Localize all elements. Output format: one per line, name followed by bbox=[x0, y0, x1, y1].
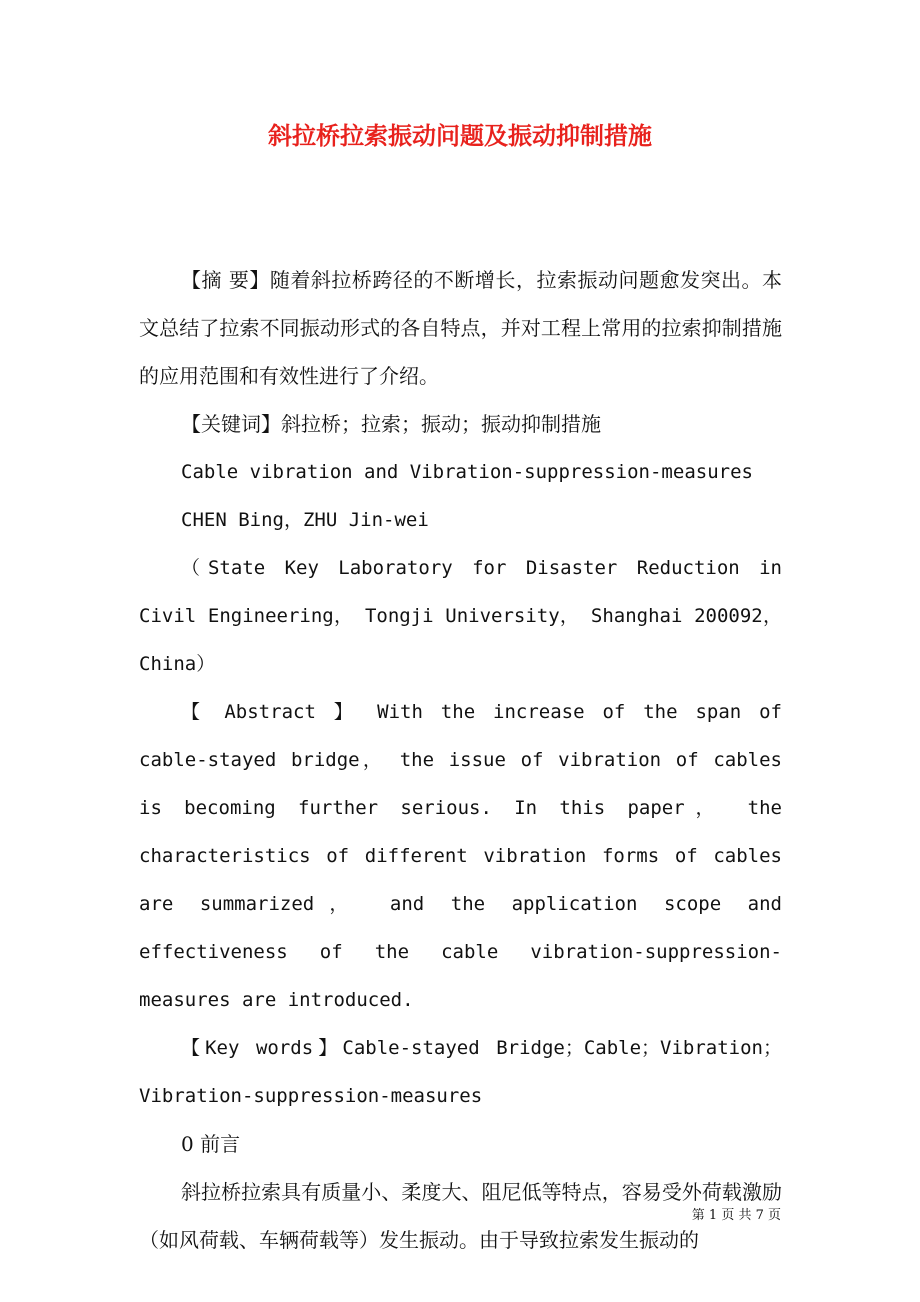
chinese-keywords: 【关键词】斜拉桥；拉索；振动；振动抑制措施 bbox=[181, 412, 601, 436]
page-indicator: 第 1 页 共 7 页 bbox=[691, 1208, 781, 1223]
english-title: Cable vibration and Vibration-suppression-measures bbox=[181, 461, 753, 483]
document-body bbox=[139, 256, 782, 1264]
section-heading: 0 前言 bbox=[181, 1132, 241, 1156]
intro-paragraph: 斜拉桥拉索具有质量小、柔度大、阻尼低等特点，容易受外荷载激励（如风荷载、车辆荷载等）发生振动。由于导致拉索发生振动的 bbox=[139, 1180, 782, 1252]
document-title: 斜拉桥拉索振动问题及振动抑制措施 bbox=[268, 121, 652, 150]
chinese-abstract: 【摘 要】随着斜拉桥跨径的不断增长，拉索振动问题愈发突出。本文总结了拉索不同振动形式的各自特点，并对工程上常用的拉索抑制措施的应用范围和有效性进行了介绍。 bbox=[139, 268, 782, 388]
english-keywords: 【Key words】Cable-stayed Bridge；Cable；Vibration；Vibration-suppression-measures bbox=[139, 1037, 782, 1107]
english-affiliation: （State Key Laboratory for Disaster Reduction in Civil Engineering， Tongji University， Shanghai 200092，China） bbox=[139, 557, 782, 675]
english-authors: CHEN Bing，ZHU Jin-wei bbox=[181, 509, 429, 531]
english-abstract: 【 Abstract 】 With the increase of the span of cable-stayed bridge， the issue of vibration of cables is becoming further serious. In this paper， the characteristics of different vibration forms of cables are summarized， and the application scope and effectiveness of the cable vibration-suppression-measures are introduced. bbox=[139, 701, 782, 1011]
